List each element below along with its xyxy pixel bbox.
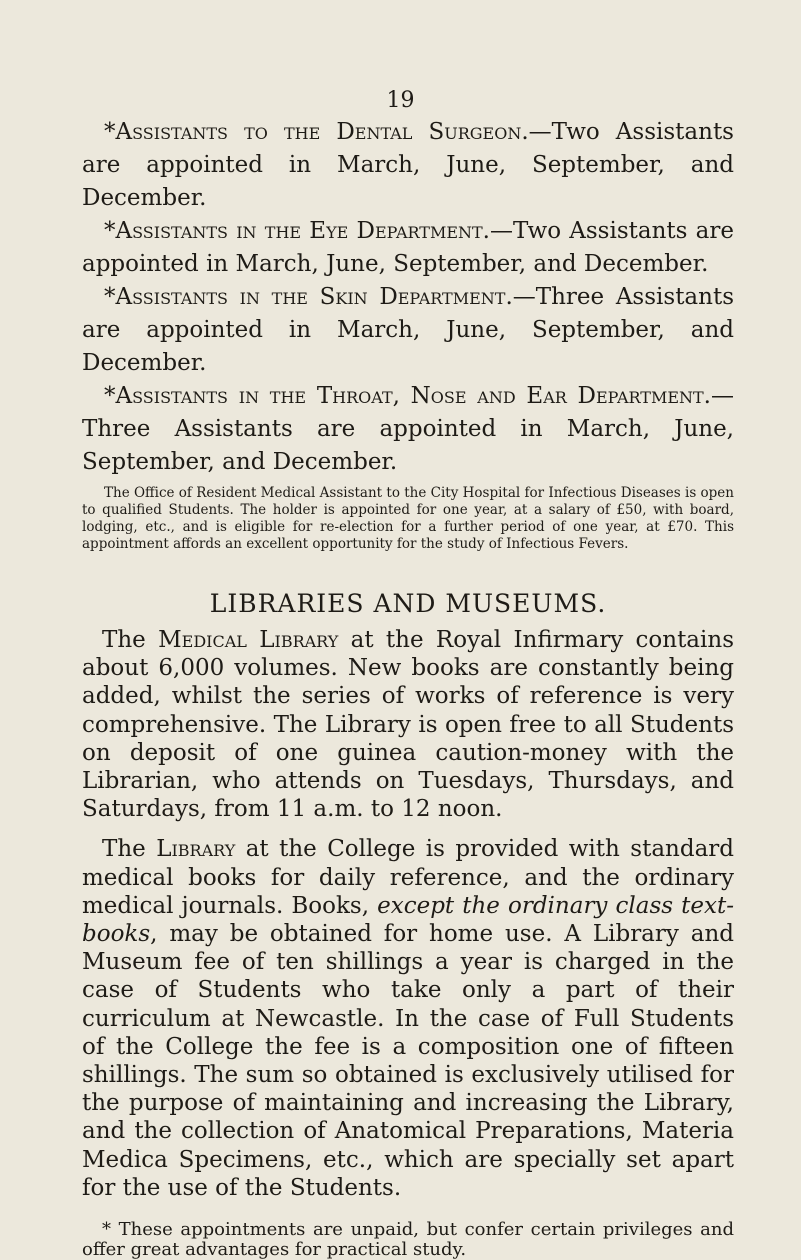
section-heading: LIBRARIES AND MUSEUMS.	[209, 589, 607, 618]
assistants-section	[82, 116, 734, 1260]
italic-phrase: except the ordinary class text-books	[82, 892, 734, 948]
resident-assistant-notice: The Office of Resident Medical Assistant to the City Hospital for Infectious Diseases is open to qualified Students. The holder is appointed for one year, at a salary of £50, with board, lodging, etc., and is eligible for re-election for a further period of one year, at £70. This appointment affords an excellent opportunity for the study of Infectious Fevers.	[82, 485, 734, 552]
dental-entry	[82, 116, 734, 215]
entry-heading: *Assistants in the Eye Department.	[104, 218, 490, 244]
entry-heading: *Assistants to the Dental Surgeon.	[104, 119, 529, 145]
skin-entry	[82, 281, 734, 380]
entry-heading: *Assistants in the Skin Department.	[104, 284, 513, 310]
throat-entry	[82, 380, 734, 479]
para-text: at the Royal Infirmary contains about 6,000 volumes. New books are constantly being added, whilst the series of works of reference is very comprehensive. The Library is open free to all Students on deposit of one guinea caution-money with the Librarian, who attends on Tuesdays, Thursdays, and Saturdays, from 11 a.m. to 12 noon.	[82, 627, 734, 823]
college-library-term: Library	[156, 836, 236, 863]
para-pre: The	[102, 627, 159, 653]
entry-text: —Two Assistants are appointed in March, June, September, and December.	[82, 119, 734, 211]
medical-library-paragraph	[82, 626, 734, 823]
entry-text: —Three Assistants are appointed in March, June, September, and December.	[82, 383, 734, 475]
entry-text: —Two Assistants are appointed in March, June, September, and December.	[82, 218, 734, 277]
para-pre: The	[102, 836, 157, 863]
para-text: at the College is provided with standard medical books for daily reference, and the ordinary medical journals. Books,	[82, 836, 734, 919]
eye-entry	[82, 215, 734, 281]
medical-library-term: Medical Library	[158, 627, 339, 653]
college-library-paragraph	[82, 835, 734, 1202]
page-number: 19	[386, 88, 415, 113]
entry-text: —Three Assistants are appointed in March, June, September, and December.	[82, 284, 735, 376]
footnote: * These appointments are unpaid, but confer certain privileges and offer great advantages for practical study.	[82, 1219, 734, 1260]
entry-heading: *Assistants in the Throat, Nose and Ear Department.	[104, 383, 711, 409]
para-text: , may be obtained for home use. A Library and Museum fee of ten shillings a year is charged in the case of Students who take only a part of their curriculum at Newcastle. In the case of Full Students of the College the fee is a composition one of fifteen shillings. The sum so obtained is exclusively utilised for the purpose of maintaining and increasing the Library, and the collection of Anatomical Preparations, Materia Medica Specimens, etc., which are specially set apart for the use of the Students.	[82, 921, 734, 1201]
